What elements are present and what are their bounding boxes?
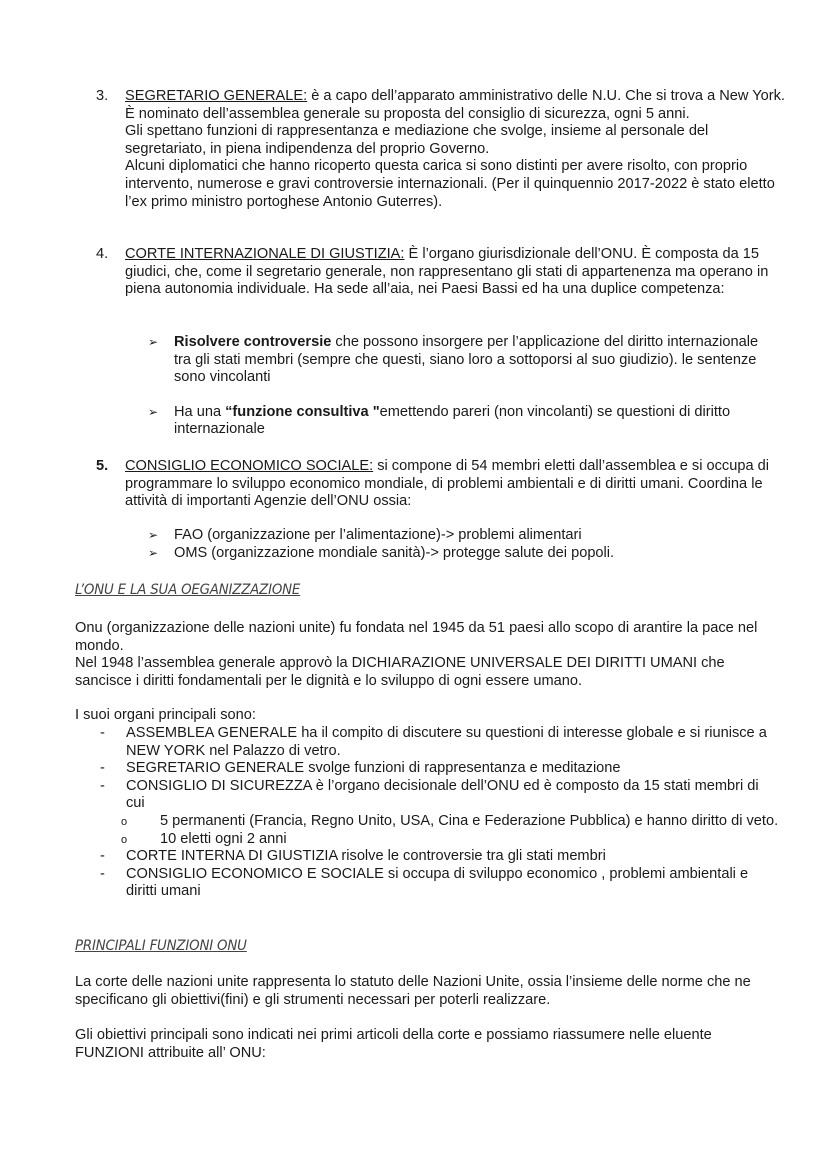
bullet-text: che possono insorgere per l’applicazione del diritto internazionale tra gli stati membri (sempre che questi, siano loro a sottoporsi al suo giudizio). le sentenze sono vincolanti: [174, 334, 759, 386]
item-paragraph: Alcuni diplomatici che hanno ricoperto questa carica si sono distinti per avere risolto, con proprio intervento, numerose e gravi controversie internazionali. (Per il quinquennio 2017-2022 è stato eletto l’ex primo ministro portoghese Antonio Guterres).: [125, 158, 775, 210]
arrow-bullet-icon: ➢: [148, 404, 159, 419]
bullet-text: 5 permanenti (Francia, Regno Unito, USA, Cina e Federazione Pubblica) e hanno diritto di veto.: [160, 812, 779, 829]
circle-bullet: o: [121, 815, 128, 828]
dash-bullet-item: [100, 848, 780, 866]
bullet-text: 10 eletti ogni 2 anni: [160, 830, 287, 847]
organs-list: [100, 725, 780, 901]
dash-bullet-item: [100, 866, 780, 901]
arrow-bullet-item: [148, 334, 768, 387]
paragraph: La corte delle nazioni unite rappresenta lo statuto delle Nazioni Unite, ossia l’insieme delle norme che ne specificano gli obiettivi(fini) e gli strumenti necessari per poterli realizzare.: [75, 974, 751, 1008]
item-title: CONSIGLIO ECONOMICO SOCIALE:: [125, 458, 374, 474]
paragraph: Onu (organizzazione delle nazioni unite) fu fondata nel 1945 da 51 paesi allo scopo di arantire la pace nel mondo.: [75, 620, 758, 654]
arrow-bullet-icon: ➢: [148, 335, 159, 349]
corte-competences-list: [148, 334, 768, 439]
dash-bullet: -: [100, 725, 105, 741]
bullet-text: CORTE INTERNA DI GIUSTIZIA risolve le controversie tra gli stati membri: [126, 848, 606, 865]
arrow-bullet-item: [148, 545, 768, 563]
item-paragraph: [125, 458, 786, 511]
bullet-text: emettendo pareri (non vincolanti) se questioni di diritto internazionale: [174, 403, 731, 438]
bold-text: Risolvere controversie: [174, 334, 332, 350]
dash-bullet: -: [100, 865, 105, 882]
dash-bullet-item: [100, 760, 780, 778]
arrow-bullet-item: [148, 404, 768, 439]
circle-bullet: o: [121, 833, 128, 846]
section-heading-funzioni: PRINCIPALI FUNZIONI ONU: [75, 938, 247, 954]
bullet-text: CONSIGLIO DI SICUREZZA è l’organo decisionale dell’ONU ed è composto da 15 stati membri di cui: [126, 777, 759, 812]
list-number: 4.: [96, 246, 109, 262]
item-paragraph: [125, 246, 786, 299]
arrow-bullet-icon: ➢: [148, 528, 159, 542]
bullet-text: SEGRETARIO GENERALE svolge funzioni di rappresentanza e meditazione: [126, 760, 621, 777]
item-text: è a capo dell’apparato amministrativo delle N.U. Che si trova a New York. È nominato dell’assemblea generale su proposta del consiglio di sicurezza, ogni 5 anni.: [125, 88, 785, 122]
list-item-corte-internazionale: [96, 246, 786, 299]
agencies-list: [148, 527, 768, 562]
item-text: È l’organo giurisdizionale dell’ONU. È composta da 15 giudici, che, come il segretario generale, non rappresentano gli stati di appartenenza ma operano in piena autonomia individuale. Ha sede all’aia, nei Paesi Bassi ed ha una duplice competenza:: [125, 246, 769, 298]
list-item-segretario-generale: [96, 88, 786, 211]
dash-bullet-item: [100, 778, 780, 813]
bullet-text: FAO (organizzazione per l’alimentazione)-> problemi alimentari: [174, 527, 582, 543]
item-text: si compone di 54 membri eletti dall’assemblea e si occupa di programmare lo sviluppo economico mondiale, di problemi ambientali e di diritti umani. Coordina le attività di importanti Agenzie dell’ONU ossia:: [125, 458, 769, 510]
bullet-text: OMS (organizzazione mondiale sanità)-> protegge salute dei popoli.: [174, 544, 615, 561]
dash-bullet: -: [100, 760, 105, 777]
bullet-text: CONSIGLIO ECONOMICO E SOCIALE si occupa di sviluppo economico , problemi ambientali e diritti umani: [126, 865, 749, 900]
bullet-text: Ha una: [174, 403, 226, 420]
list-item-consiglio-economico: [96, 458, 786, 511]
dash-bullet: -: [100, 848, 105, 865]
bold-text: “funzione consultiva ": [225, 403, 380, 420]
list-number: 5.: [96, 458, 109, 474]
paragraph: Nel 1948 l’assemblea generale approvò la DICHIARAZIONE UNIVERSALE DEI DIRITTI UMANI che sancisce i diritti fondamentali per le dignità e lo sviluppo di ogni essere umano.: [75, 655, 725, 689]
arrow-bullet-icon: ➢: [148, 545, 159, 560]
item-title: SEGRETARIO GENERALE:: [125, 88, 308, 104]
item-paragraph: Gli spettano funzioni di rappresentanza e mediazione che svolge, insieme al personale del segretariato, in piena indipendenza del proprio Governo.: [125, 123, 709, 157]
item-title: CORTE INTERNAZIONALE DI GIUSTIZIA:: [125, 246, 405, 262]
dash-bullet: -: [100, 777, 105, 794]
bullet-text: ASSEMBLEA GENERALE ha il compito di discutere su questioni di interesse globale e si riunisce a NEW YORK nel Palazzo di vetro.: [126, 725, 767, 759]
paragraph: Gli obiettivi principali sono indicati nei primi articoli della corte e possiamo riassumere nelle eluente FUNZIONI attribuite all’ ONU:: [75, 1027, 712, 1061]
arrow-bullet-item: [148, 527, 768, 545]
section-heading-onu: L’ONU E LA SUA OEGANIZZAZIONE: [75, 582, 301, 598]
item-paragraph: [125, 88, 786, 123]
organs-intro: I suoi organi principali sono:: [75, 707, 256, 723]
list-number: 3.: [96, 88, 109, 104]
circle-bullet-item: [74, 813, 780, 831]
dash-bullet-item: [100, 725, 780, 760]
circle-bullet-item: [74, 831, 780, 849]
